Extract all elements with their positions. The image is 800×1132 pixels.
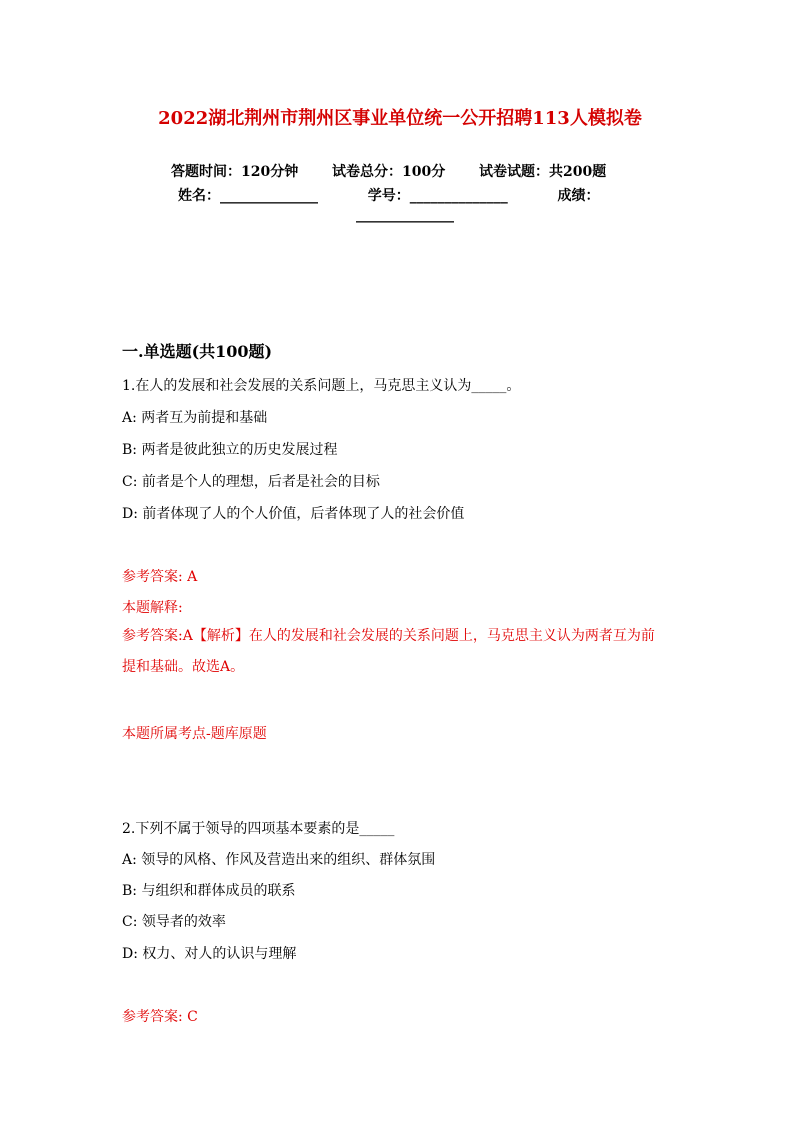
section-title: 一.单选题(共100题) (122, 342, 273, 361)
student-name-field: 姓名：______________ (178, 188, 318, 204)
exam-question-count: 试卷试题：共200题 (478, 164, 607, 180)
question-1-stem: 1.在人的发展和社会发展的关系问题上，马克思主义认为_____。 (122, 378, 521, 394)
score-label: 成绩： (557, 188, 600, 204)
question-1-option-d: D: 前者体现了人的个人价值，后者体现了人的社会价值 (122, 506, 465, 522)
exam-meta-row (171, 161, 606, 181)
question-2-answer: 参考答案: C (122, 1009, 198, 1025)
question-2-option-b: B: 与组织和群体成员的联系 (122, 883, 296, 899)
exam-time: 答题时间：120分钟 (171, 164, 299, 180)
question-1-option-b: B: 两者是彼此独立的历史发展过程 (122, 442, 338, 458)
question-2-option-d: D: 权力、对人的认识与理解 (122, 946, 297, 962)
student-id-field: 学号：______________ (367, 188, 508, 204)
question-1-option-a: A: 两者互为前提和基础 (122, 410, 268, 426)
question-2-option-c: C: 领导者的效率 (122, 914, 226, 930)
question-1-option-c: C: 前者是个人的理想，后者是社会的目标 (122, 474, 380, 490)
question-2-option-a: A: 领导的风格、作风及营造出来的组织、群体氛围 (122, 852, 436, 868)
question-1-knowledge: 本题所属考点-题库原题 (122, 726, 267, 742)
question-1-explanation: 参考答案:A【解析】在人的发展和社会发展的关系问题上，马克思主义认为两者互为前提和基础。故选A。 (122, 628, 655, 675)
score-line: ______________ (356, 207, 454, 223)
student-info-row (178, 185, 600, 205)
question-1-explain-label: 本题解释: (122, 600, 183, 616)
exam-title: 2022湖北荆州市荆州区事业单位统一公开招聘113人模拟卷 (158, 108, 642, 129)
question-1-answer: 参考答案: A (122, 569, 198, 585)
exam-total-score: 试卷总分：100分 (331, 164, 446, 180)
question-2-stem: 2.下列不属于领导的四项基本要素的是_____ (122, 821, 395, 837)
